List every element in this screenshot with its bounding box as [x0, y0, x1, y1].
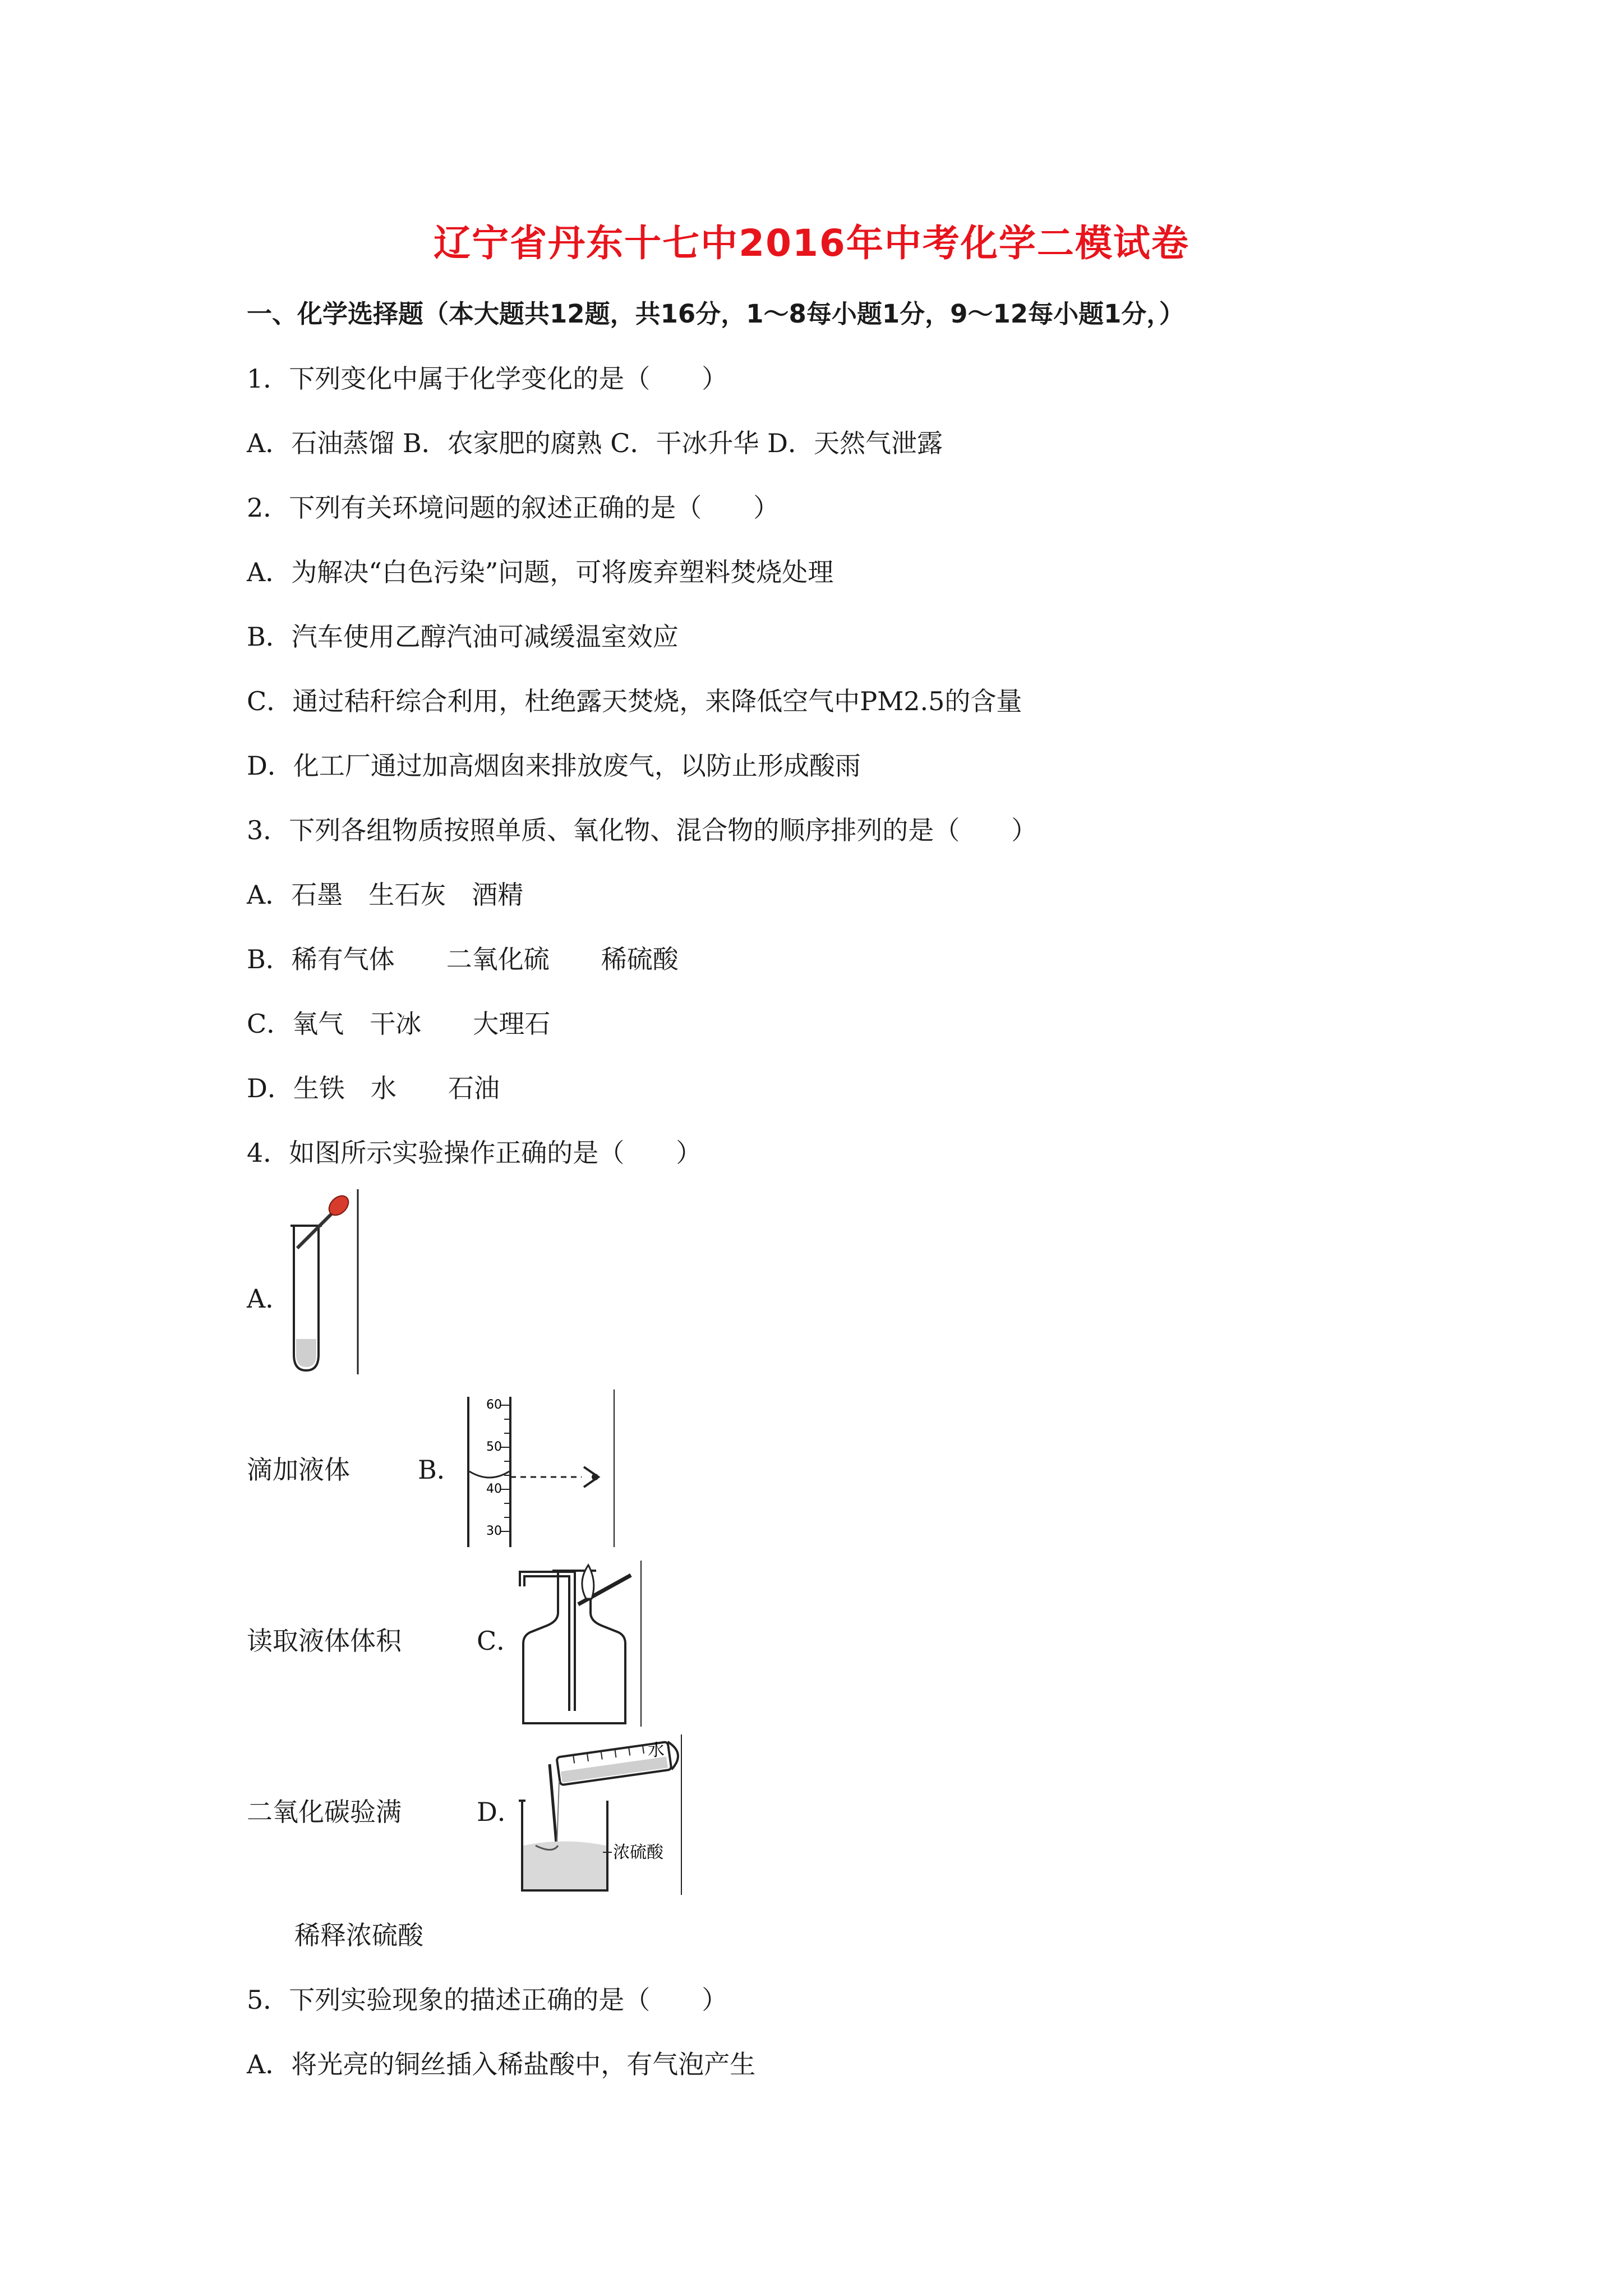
dilution-figure: [519, 1733, 693, 1896]
q3-option-a: A．石墨 生石灰 酒精: [247, 880, 524, 910]
q4-option-c-letter: C．: [477, 1626, 523, 1656]
q5-stem: 5．下列实验现象的描述正确的是（ ）: [247, 1985, 728, 2015]
q4-option-a-letter: A．: [247, 1283, 292, 1314]
cylinder-figure: [457, 1388, 625, 1548]
q1-stem: 1．下列变化中属于化学变化的是（ ）: [247, 364, 728, 394]
q3-option-c: C．氧气 干冰 大理石: [247, 1009, 551, 1039]
q2-option-a: A．为解决“白色污染”问题，可将废弃塑料焚烧处理: [247, 557, 834, 587]
q5-option-a: A．将光亮的铜丝插入稀盐酸中，有气泡产生: [247, 2049, 756, 2079]
section-header: 一、化学选择题（本大题共12题，共16分，1～8每小题1分，9～12每小题1分，）: [247, 299, 1184, 329]
q1-options: A．石油蒸馏 B．农家肥的腐熟 C．干冰升华 D．天然气泄露: [247, 428, 943, 458]
tick-label: 40: [486, 1482, 502, 1496]
q2-option-d: D．化工厂通过加高烟囱来排放废气，以防止形成酸雨: [247, 751, 861, 781]
gas-bottle-figure: [519, 1559, 648, 1728]
q3-option-d: D．生铁 水 石油: [247, 1073, 500, 1103]
q2-stem: 2．下列有关环境问题的叙述正确的是（ ）: [247, 493, 780, 523]
tick-label: 60: [486, 1398, 502, 1412]
q4-option-b-letter: B．: [418, 1455, 463, 1485]
dropper-figure: [280, 1186, 365, 1377]
q4-stem: 4．如图所示实验操作正确的是（ ）: [247, 1138, 702, 1168]
page-title: 辽宁省丹东十七中2016年中考化学二模试卷: [434, 222, 1189, 265]
q3-stem: 3．下列各组物质按照单质、氧化物、混合物的顺序排列的是（ ）: [247, 815, 1038, 845]
q4-option-a-caption: 滴加液体: [247, 1455, 350, 1485]
q4-option-d-letter: D．: [477, 1797, 523, 1827]
q4-option-d-caption: 稀释浓硫酸: [294, 1920, 423, 1950]
q4-option-c-caption: 二氧化碳验满: [247, 1797, 402, 1827]
q4-option-b-caption: 读取液体体积: [247, 1626, 402, 1656]
water-label: 水: [648, 1741, 665, 1760]
acid-label: 浓硫酸: [613, 1843, 663, 1862]
tick-label: 30: [486, 1524, 502, 1538]
q2-option-b: B．汽车使用乙醇汽油可减缓温室效应: [247, 622, 679, 652]
q2-option-c: C．通过秸秆综合利用，杜绝露天焚烧，来降低空气中PM2.5的含量: [247, 686, 1022, 716]
tick-label: 50: [486, 1440, 502, 1454]
q3-option-b: B．稀有气体 二氧化硫 稀硫酸: [247, 944, 679, 974]
